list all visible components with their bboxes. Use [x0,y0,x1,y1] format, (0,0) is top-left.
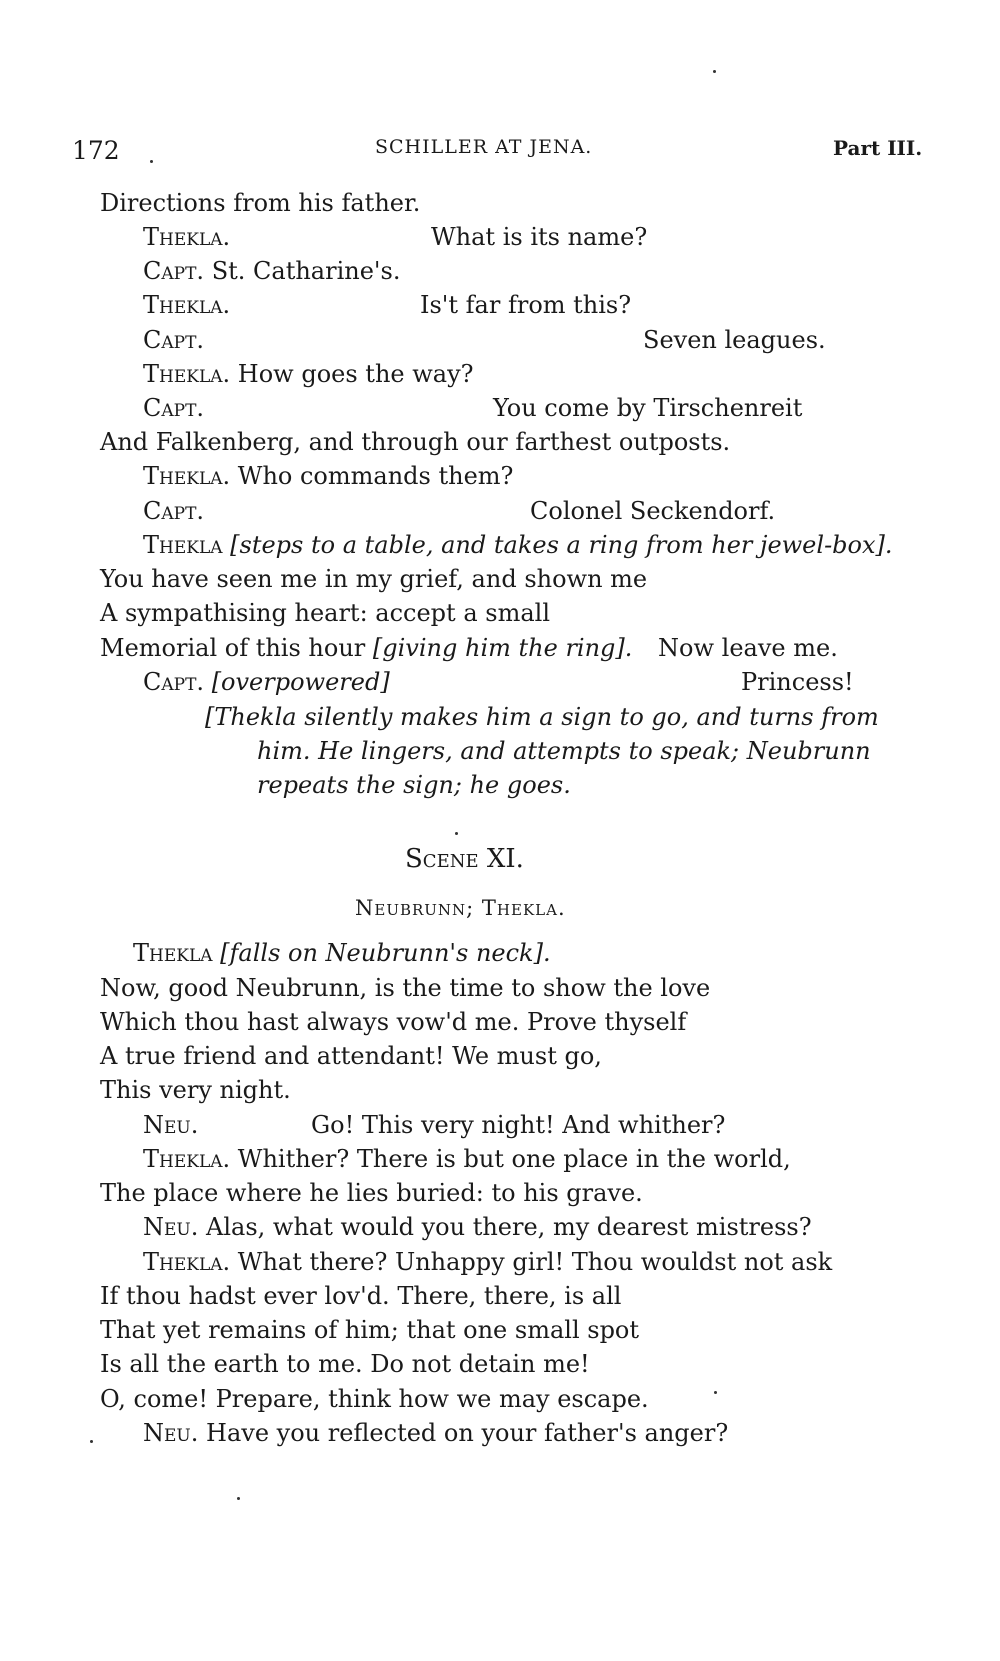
speaker: Thekla. [143,1145,231,1173]
stage-direction: [steps to a table, and takes a ring from her jewel-box]. [230,531,893,559]
speaker: Neu. [143,1111,199,1139]
part-label: Part III. [833,136,923,160]
dialogue-line [143,530,893,560]
print-speck [455,832,458,835]
running-title: SCHILLER AT JENA. [375,136,593,158]
verse-line: The place where he lies buried: to his grave. [100,1179,643,1207]
dialogue-line: Neu. Alas, what would you there, my dearest mistress? [143,1213,812,1241]
dialogue-line: Neu. Go! This very night! And whither? [143,1111,726,1139]
speaker: Neu. [143,1419,199,1447]
dialogue-line: Thekla. Who commands them? [143,462,514,490]
stage-direction: [Thekla silently makes him a sign to go, and turns from [205,703,879,731]
verse-line: O, come! Prepare, think how we may escape. [100,1385,649,1413]
print-speck [714,1391,717,1394]
scene-persons: Neubrunn; Thekla. [355,896,566,920]
stage-direction: [overpowered] [211,668,390,696]
speaker: Thekla [133,939,213,967]
stage-direction: repeats the sign; he goes. [257,771,571,799]
stage-direction: him. He lingers, and attempts to speak; Neubrunn [257,737,871,765]
speaker: Thekla. [143,223,231,251]
dialogue-line: Thekla. How goes the way? [143,360,474,388]
dialogue-line: Capt. You come by Tirschenreit [143,394,803,422]
verse-line: A sympathising heart: accept a small [100,599,550,627]
dialogue-line: Thekla. Is't far from this? [143,291,632,319]
scene-title: Scene XI. [405,844,524,874]
print-speck [713,70,716,73]
page-number: 172 [72,136,120,165]
speaker: Thekla. [143,462,231,490]
dialogue-line: Thekla. What there? Unhappy girl! Thou wouldst not ask [143,1248,833,1276]
stage-direction: [falls on Neubrunn's neck]. [220,939,551,967]
verse-line: Is all the earth to me. Do not detain me! [100,1350,590,1378]
dialogue-line: Thekla. What is its name? [143,223,648,251]
verse-line: That yet remains of him; that one small spot [100,1316,640,1344]
speaker: Thekla. [143,360,231,388]
stage-direction: [giving him the ring]. [372,634,633,662]
verse-line: This very night. [100,1076,291,1104]
dialogue-line: Capt. Seven leagues. [143,326,826,354]
speaker: Neu. [143,1213,199,1241]
dialogue-line: Capt. St. Catharine's. [143,257,401,285]
dialogue-line: Thekla. Whither? There is but one place in the world, [143,1145,791,1173]
speaker: Capt. [143,326,205,354]
verse-line: Which thou hast always vow'd me. Prove thyself [100,1008,687,1036]
speaker: Thekla. [143,1248,231,1276]
speaker: Thekla. [143,291,231,319]
verse-line: Directions from his father. [100,189,421,217]
dialogue-line [133,938,551,968]
print-speck [90,1440,93,1443]
speaker: Capt. [143,257,205,285]
dialogue-line: Capt. [overpowered] Princess! [143,668,854,696]
dialogue-line: Neu. Have you reflected on your father's anger? [143,1419,729,1447]
print-speck [150,160,153,163]
verse-line: A true friend and attendant! We must go, [100,1042,602,1070]
speaker: Capt. [143,668,205,696]
verse-line: Memorial of this hour [giving him the ring]. Now leave me. [100,634,838,662]
dialogue-line: Capt. Colonel Seckendorf. [143,497,776,525]
speaker: Capt. [143,394,205,422]
verse-line: Now, good Neubrunn, is the time to show the love [100,974,711,1002]
print-speck [237,1497,240,1500]
verse-line: And Falkenberg, and through our farthest outposts. [100,428,731,456]
speaker: Thekla [143,531,223,559]
verse-line: If thou hadst ever lov'd. There, there, is all [100,1282,622,1310]
verse-line: You have seen me in my grief, and shown me [100,565,648,593]
speaker: Capt. [143,497,205,525]
